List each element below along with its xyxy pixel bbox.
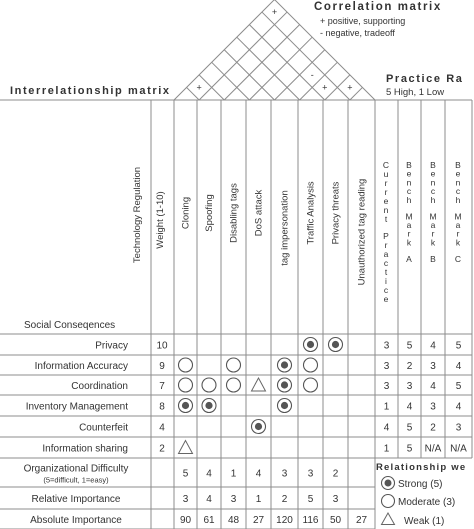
correlation-mark: + <box>271 7 278 18</box>
rating-header-letter: k <box>406 237 412 248</box>
rating-header-letter: r <box>384 187 388 197</box>
bottom-row-value: 5 <box>307 494 314 505</box>
weight-header: Weight (1-10) <box>155 191 166 249</box>
interrelationship-title: Interrelationship matrix <box>10 85 171 97</box>
practice-rating: 2 <box>430 422 436 434</box>
practice-rating: 4 <box>430 381 436 392</box>
rating-header-letter: a <box>455 220 461 231</box>
column-header-5: tag impersonation <box>279 190 291 266</box>
strong-relationship-dot <box>307 341 314 348</box>
rating-header-letter: c <box>455 186 461 197</box>
legend-moderate-symbol <box>382 495 395 508</box>
column-header-3: Disabling tags <box>228 183 240 243</box>
rating-header-letter: c <box>430 186 436 197</box>
correlation-mark: + <box>322 82 328 93</box>
strong-relationship-dot <box>205 402 212 409</box>
rating-header-letter: C <box>454 253 462 264</box>
rating-header-letter: B <box>430 253 436 264</box>
practice-rating: 5 <box>406 422 413 434</box>
bottom-row-value: 61 <box>203 515 215 526</box>
requirement-name: Inventory Management <box>25 401 128 413</box>
legend-strong-dot <box>385 480 392 487</box>
practice-rating-headers <box>383 160 462 304</box>
technology-regulation-header: Technology Regulation <box>132 166 143 264</box>
technical-column-headers <box>181 179 368 286</box>
requirement-name: Privacy <box>95 340 128 352</box>
rating-header-letter: B <box>455 160 461 170</box>
practice-rating: 3 <box>430 361 436 372</box>
rating-header-letter: e <box>430 168 436 179</box>
practice-rating: 2 <box>406 361 413 372</box>
practice-rating: N/A <box>450 443 467 455</box>
rating-header-letter: n <box>406 177 412 188</box>
practice-ratings-title: Practice Ra <box>386 73 464 85</box>
correlation-mark: + <box>196 82 202 93</box>
bottom-row-value: 3 <box>307 468 314 480</box>
bench-mark-b-header <box>429 160 436 264</box>
legend-strong-label: Strong (5) <box>398 479 443 490</box>
moderate-relationship-symbol <box>304 378 318 392</box>
bottom-row-value: 3 <box>182 494 189 505</box>
bottom-row-value: 90 <box>179 515 192 526</box>
moderate-relationship-symbol <box>227 358 241 372</box>
rating-header-letter: h <box>455 194 461 205</box>
bottom-row-value: 50 <box>329 515 342 526</box>
practice-scale-note: 5 High, 1 Low <box>386 87 445 98</box>
rating-header-letter: r <box>407 228 411 239</box>
rating-header-letter: C <box>382 160 390 170</box>
bottom-row-value: 1 <box>230 468 237 480</box>
bottom-row-value: 3 <box>230 494 237 505</box>
rating-header-letter: c <box>383 285 389 296</box>
roof-diagonal <box>199 12 287 100</box>
rating-header-letter: B <box>430 160 436 170</box>
correlation-negative-note: - negative, tradeoff <box>320 28 395 38</box>
practice-rating: 3 <box>383 361 390 372</box>
rating-header-letter: e <box>383 196 389 206</box>
practice-rating: 4 <box>430 340 436 352</box>
column-header-4: DoS attack <box>253 189 265 237</box>
rating-header-letter: r <box>384 240 388 251</box>
rating-header-letter: n <box>430 177 436 188</box>
requirement-name: Information sharing <box>42 443 128 455</box>
rating-header-letter: M <box>405 211 413 222</box>
correlation-mark: + <box>347 82 353 93</box>
rating-header-letter: h <box>406 194 412 205</box>
rating-header-letter: k <box>455 237 461 248</box>
practice-rating: 5 <box>406 340 413 352</box>
rating-header-letter: A <box>406 253 412 264</box>
bottom-row-value: 4 <box>206 468 212 480</box>
weak-relationship-symbol <box>252 378 266 391</box>
rating-header-letter: P <box>383 231 389 242</box>
strong-relationship-dot <box>182 402 189 409</box>
correlation-title: Correlation matrix <box>314 1 442 13</box>
rating-header-letter: e <box>383 294 389 305</box>
bottom-row-value: 5 <box>182 468 189 480</box>
moderate-relationship-symbol <box>227 378 241 392</box>
rating-header-letter: c <box>406 186 412 197</box>
rating-header-letter: a <box>383 249 389 260</box>
moderate-relationship-symbol <box>179 358 193 372</box>
legend-moderate-label: Moderate (3) <box>398 497 456 508</box>
practice-rating: 1 <box>383 401 390 413</box>
practice-rating: 5 <box>406 443 413 455</box>
relationship-legend <box>376 462 466 527</box>
requirement-weight: 2 <box>159 443 165 455</box>
bottom-row-value: 27 <box>355 515 368 526</box>
practice-rating: 1 <box>383 443 390 455</box>
practice-rating: 4 <box>455 361 462 372</box>
practice-rating: 5 <box>455 381 462 392</box>
rating-header-letter: B <box>406 160 412 170</box>
roof-diagonal <box>249 37 312 100</box>
practice-rating: 5 <box>455 340 462 352</box>
bottom-row-value: 2 <box>281 494 288 505</box>
current-practice-header <box>383 160 389 304</box>
rating-header-letter: n <box>383 205 389 215</box>
strong-relationship-dot <box>281 361 288 368</box>
roof-diagonal <box>237 37 300 100</box>
practice-rating: 3 <box>455 422 462 434</box>
practice-rating: 4 <box>406 401 413 413</box>
practice-rating: 4 <box>383 422 390 434</box>
rating-header-letter: M <box>429 211 437 222</box>
legend-weak-label: Weak (1) <box>404 516 445 527</box>
requirement-weight: 10 <box>156 340 168 352</box>
legend-title: Relationship we <box>376 462 467 473</box>
rating-header-letter: r <box>384 178 388 188</box>
bottom-row-sublabel: (5=difficult, 1=easy) <box>43 475 109 485</box>
correlation-mark: - <box>310 69 314 80</box>
practice-rating: 3 <box>383 381 390 392</box>
bottom-rows <box>24 464 368 527</box>
bench-mark-a-header <box>405 160 412 264</box>
rating-header-letter: c <box>383 258 389 269</box>
practice-rating: 4 <box>455 401 462 413</box>
bottom-row-value: 48 <box>227 515 240 526</box>
rating-header-letter: a <box>406 220 412 231</box>
column-header-6: Traffic Analysis <box>305 181 317 245</box>
column-header-7: Privacy threats <box>330 181 342 245</box>
correlation-roof <box>151 0 375 100</box>
rating-header-letter: M <box>454 211 462 222</box>
bottom-row-label: Absolute Importance <box>30 515 122 526</box>
column-header-8: Unauthorized tag reading <box>356 178 368 286</box>
bottom-row-value: 27 <box>252 515 265 526</box>
rating-header-letter: e <box>455 168 461 179</box>
practice-rating: 3 <box>383 340 390 352</box>
rating-header-letter: k <box>430 237 436 248</box>
legend-weak-symbol <box>382 513 395 525</box>
requirement-weight: 8 <box>159 401 165 413</box>
strong-relationship-dot <box>281 381 288 388</box>
bottom-row-value: 4 <box>206 494 212 505</box>
correlation-positive-note: + positive, supporting <box>320 16 406 26</box>
column-header-1: Cloning <box>180 196 192 230</box>
practice-rating: 3 <box>406 381 413 392</box>
moderate-relationship-symbol <box>304 358 318 372</box>
requirement-name: Information Accuracy <box>34 361 128 372</box>
requirement-name: Counterfeit <box>79 422 128 434</box>
bottom-row-value: 1 <box>255 494 262 505</box>
requirement-weight: 4 <box>159 422 165 434</box>
rating-header-letter: i <box>385 276 387 287</box>
bottom-row-value: 120 <box>276 515 293 526</box>
bottom-row-value: 3 <box>281 468 288 480</box>
rating-header-letter: u <box>383 169 389 179</box>
bench-mark-c-header <box>454 160 461 264</box>
social-consequences-header: Social Conseqences <box>24 320 116 331</box>
column-header-2: Spoofing <box>204 194 215 232</box>
moderate-relationship-symbol <box>179 378 193 392</box>
practice-rating: 3 <box>430 401 436 413</box>
requirement-weight: 7 <box>159 381 165 392</box>
requirement-name: Coordination <box>71 381 128 392</box>
strong-relationship-dot <box>281 402 288 409</box>
moderate-relationship-symbol <box>202 378 216 392</box>
bottom-row-value: 2 <box>332 468 339 480</box>
rating-header-letter: h <box>430 194 436 205</box>
rating-header-letter: t <box>384 214 388 224</box>
strong-relationship-dot <box>332 341 339 348</box>
strong-relationship-dot <box>255 423 262 430</box>
bottom-row-value: 4 <box>255 468 262 480</box>
rating-header-letter: t <box>384 267 388 278</box>
rating-header-letter: r <box>456 228 460 239</box>
requirement-weight: 9 <box>159 361 165 372</box>
bottom-row-label: Relative Importance <box>31 494 121 505</box>
rating-header-letter: r <box>431 228 435 239</box>
bottom-row-label: Organizational Difficulty <box>23 463 129 475</box>
rating-header-letter: e <box>406 168 412 179</box>
practice-rating: N/A <box>424 443 442 455</box>
rating-header-letter: n <box>455 177 461 188</box>
bottom-row-value: 3 <box>332 494 339 505</box>
rating-header-letter: a <box>430 220 436 231</box>
weak-relationship-symbol <box>179 441 193 454</box>
bottom-row-value: 116 <box>302 515 319 526</box>
